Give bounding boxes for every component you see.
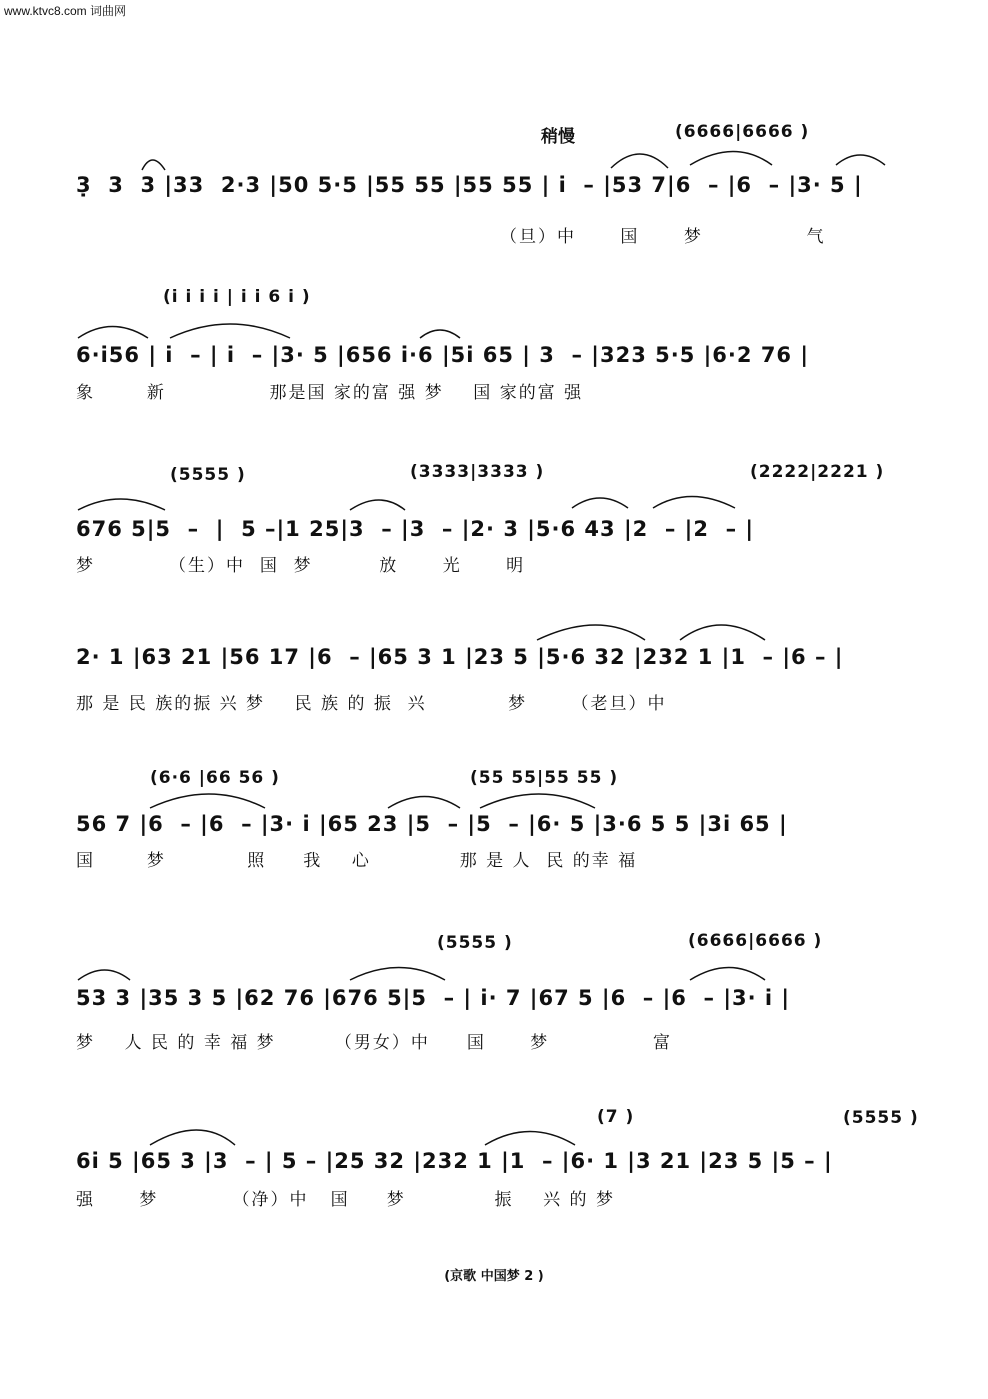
lyric-line: 梦 （生）中 国 梦 放 光 明 (76, 556, 526, 576)
notation-line: 6i 5 |65 3 |3 – | 5 – |25 32 |232 1 |1 – |6· 1 |3 21 |23 5 |5 – | (76, 1149, 833, 1173)
accompaniment-line: (6·6 |66 56 ) (150, 768, 280, 788)
lyric-line: 强 梦 （净）中 国 梦 振 兴 的 梦 (76, 1190, 615, 1210)
accompaniment-line: (5555 ) (437, 933, 513, 953)
notation-line: 3̣ 3 3 |33 2·3 |50 5·5 |55 55 |55 55 | i – |53 7|6 – |6 – |3· 5 | (76, 173, 863, 197)
notation-line: 56 7 |6 – |6 – |3· i |65 23 |5 – |5 – |6· 5 |3·6 5 5 |3i 65 | (76, 812, 788, 836)
lyric-line: 象 新 那是国 家的富 强 梦 国 家的富 强 (76, 383, 584, 403)
notation-line: 53 3 |35 3 5 |62 76 |676 5|5 – | i· 7 |67 5 |6 – |6 – |3· i | (76, 986, 791, 1010)
tempo-mark: 稍慢 (541, 127, 575, 147)
accompaniment-line: (3333|3333 ) (410, 462, 545, 482)
accompaniment-line: (5555 ) (170, 465, 246, 485)
accompaniment-line: (7 ) (597, 1107, 635, 1127)
accompaniment-line: (6666|6666 ) (675, 122, 810, 142)
notation-line: 6·i56 | i – | i – |3· 5 |656 i·6 |5i 65 | 3 – |323 5·5 |6·2 76 | (76, 343, 810, 367)
lyric-line: 国 梦 照 我 心 那 是 人 民 的幸 福 (76, 851, 638, 871)
accompaniment-line: (55 55|55 55 ) (470, 768, 619, 788)
accompaniment-line: (5555 ) (843, 1108, 919, 1128)
notation-line: 2· 1 |63 21 |56 17 |6 – |65 3 1 |23 5 |5·6 32 |232 1 |1 – |6 – | (76, 645, 844, 669)
accompaniment-line: (i i i i | i i 6 i ) (163, 287, 311, 307)
accompaniment-line: (2222|2221 ) (750, 462, 885, 482)
lyric-line: 那 是 民 族的振 兴 梦 民 族 的 振 兴 梦 （老旦）中 (76, 694, 667, 714)
watermark: www.ktvc8.com 词曲网 (4, 4, 127, 18)
notation-line: 676 5|5 – | 5 –|1 25|3 – |3 – |2· 3 |5·6 43 |2 – |2 – | (76, 517, 755, 541)
lyric-line: 梦 人 民 的 幸 福 梦 （男女）中 国 梦 富 (76, 1033, 672, 1053)
accompaniment-line: (6666|6666 ) (688, 931, 823, 951)
lyric-line: （旦）中 国 梦 气 (500, 227, 826, 247)
page-footer: (京歌 中国梦 2 ) (444, 1269, 544, 1284)
